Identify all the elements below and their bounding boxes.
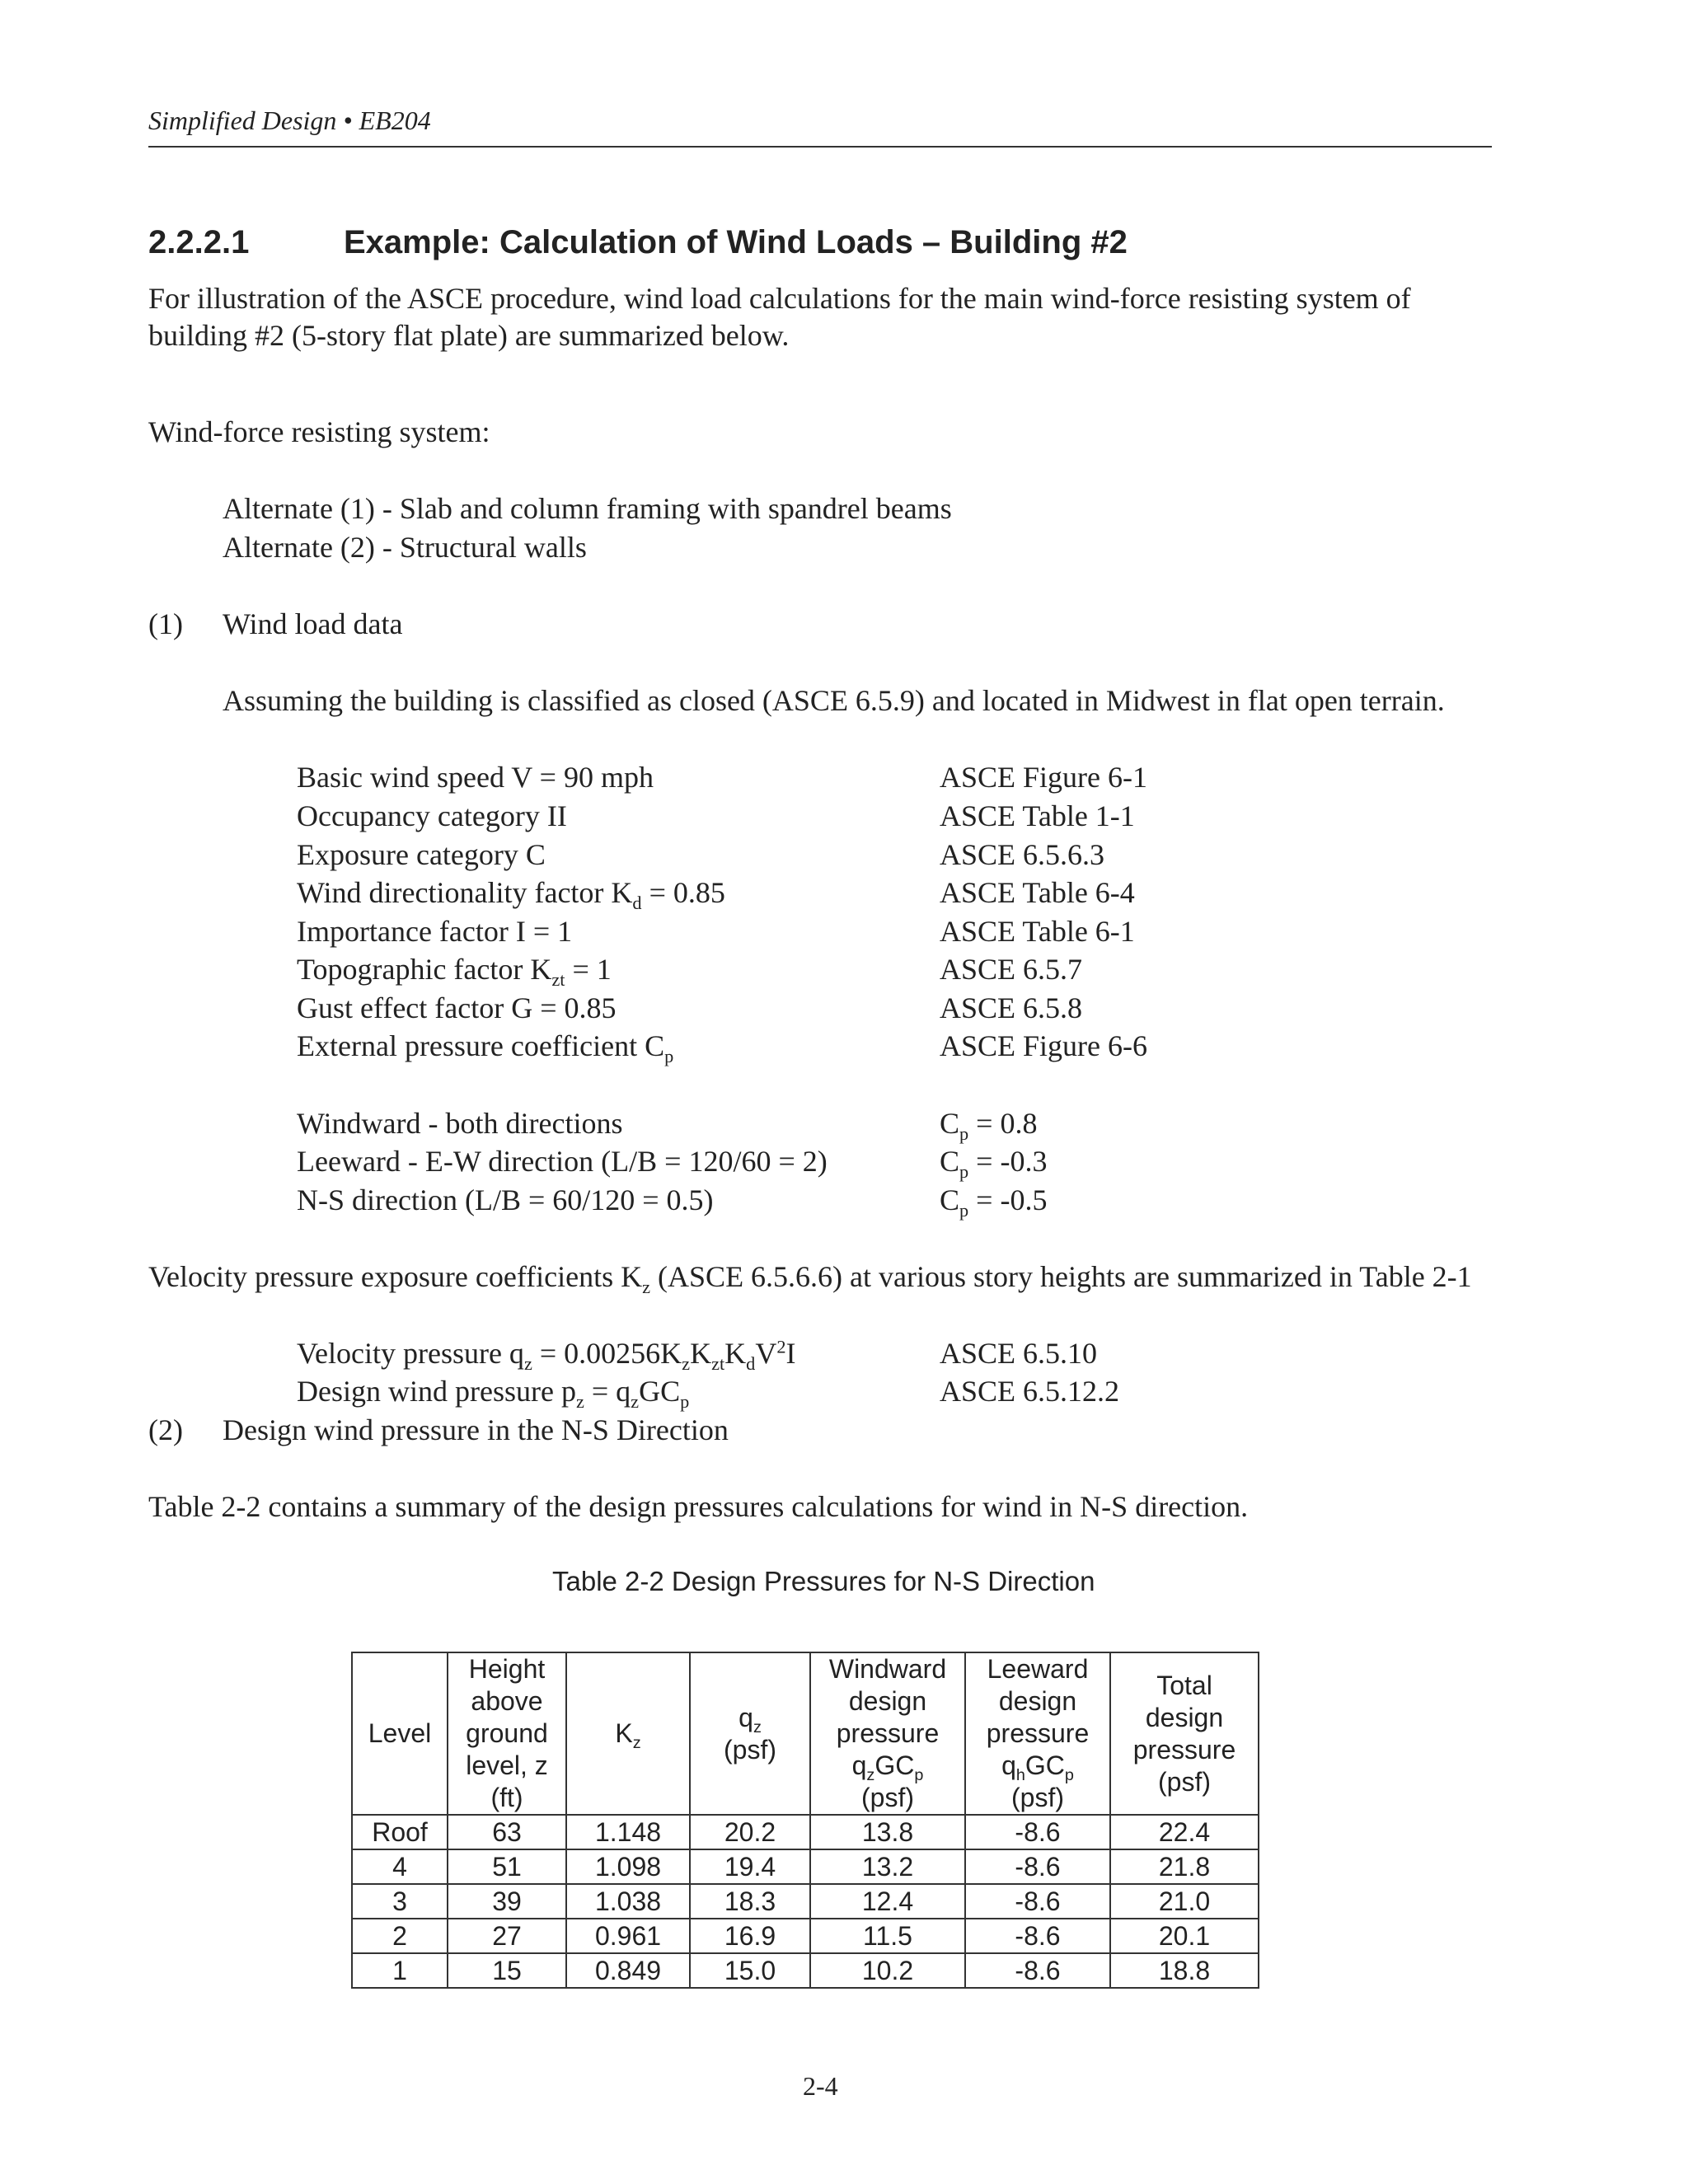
param-wind-speed-ref: ASCE Figure 6-1 (940, 761, 1147, 794)
param-occupancy-ref: ASCE Table 1-1 (940, 799, 1135, 832)
cell-leeward: -8.6 (965, 1953, 1110, 1988)
header-level: Level (352, 1652, 448, 1815)
coef-leeward-ew-label: Leeward - E-W direction (L/B = 120/60 = 2) (297, 1145, 828, 1178)
header-qz: $q_z$ (psf) (690, 1652, 810, 1815)
step2-number: (2) (148, 1413, 183, 1446)
cell-level: 4 (352, 1849, 448, 1884)
velocity-pressure-formula: Velocity pressure $q_z = 0.00256K_zK_{zt}K_dV^2I$ (297, 1336, 796, 1374)
header-kz: $K_z$ (566, 1652, 690, 1815)
table-intro: Table 2-2 contains a summary of the design pressures calculations for wind in N-S direction. (148, 1490, 1249, 1523)
param-topographic-ref: ASCE 6.5.7 (940, 953, 1083, 986)
cell-windward: 10.2 (810, 1953, 965, 1988)
alternate-1: Alternate (1) - Slab and column framing with spandrel beams (223, 492, 952, 525)
design-pressure-ref: ASCE 6.5.12.2 (940, 1375, 1120, 1408)
cell-qz: 15.0 (690, 1953, 810, 1988)
cell-total: 18.8 (1110, 1953, 1259, 1988)
table-row-level-2 (352, 1919, 1259, 1953)
coef-windward-label: Windward - both directions (297, 1107, 623, 1140)
section-number: 2.2.2.1 (148, 224, 250, 260)
cell-leeward: -8.6 (965, 1919, 1110, 1953)
header-leeward: Leeward design pressure $q_hGC_p$ (psf) (965, 1652, 1110, 1815)
table-row-level-3 (352, 1884, 1259, 1919)
param-gust-ref: ASCE 6.5.8 (940, 991, 1083, 1024)
cell-leeward: -8.6 (965, 1884, 1110, 1919)
header-height: Height above ground level, z (ft) (448, 1652, 566, 1815)
cell-windward: 11.5 (810, 1919, 965, 1953)
coef-ns-value: $C_p = -0.5$ (940, 1183, 1048, 1221)
param-occupancy: Occupancy category II (297, 799, 567, 832)
cell-height: 51 (448, 1849, 566, 1884)
param-external-pressure-ref: ASCE Figure 6-6 (940, 1029, 1147, 1062)
table-row-level-1 (352, 1953, 1259, 1988)
step1-title: Wind load data (223, 607, 403, 640)
cell-kz: 1.148 (566, 1815, 690, 1849)
table-header-row (352, 1652, 1259, 1815)
param-directionality: Wind directionality factor $K_d = 0.85$ (297, 876, 725, 913)
cell-height: 39 (448, 1884, 566, 1919)
param-directionality-ref: ASCE Table 6-4 (940, 876, 1135, 909)
cell-windward: 12.4 (810, 1884, 965, 1919)
step1-number: (1) (148, 607, 183, 640)
cell-total: 20.1 (1110, 1919, 1259, 1953)
alternate-2: Alternate (2) - Structural walls (223, 531, 587, 564)
cell-height: 27 (448, 1919, 566, 1953)
design-pressures-table (351, 1652, 1259, 1989)
cell-level: 3 (352, 1884, 448, 1919)
cell-leeward: -8.6 (965, 1815, 1110, 1849)
header-total: Total design pressure (psf) (1110, 1652, 1259, 1815)
cell-kz: 1.098 (566, 1849, 690, 1884)
system-label: Wind-force resisting system: (148, 415, 490, 448)
cell-windward: 13.8 (810, 1815, 965, 1849)
coef-ns-label: N-S direction (L/B = 60/120 = 0.5) (297, 1183, 714, 1216)
design-pressure-formula: Design wind pressure $p_z = q_zGC_p$ (297, 1375, 690, 1412)
param-importance: Importance factor I = 1 (297, 915, 573, 948)
param-exposure-ref: ASCE 6.5.6.3 (940, 838, 1105, 871)
cell-qz: 18.3 (690, 1884, 810, 1919)
kz-note: Velocity pressure exposure coefficients $K_z$ (ASCE 6.5.6.6) at various story heights are summarized in Table 2-1 (148, 1260, 1472, 1297)
cell-total: 21.8 (1110, 1849, 1259, 1884)
param-exposure: Exposure category C (297, 838, 546, 871)
header-windward: Windward design pressure $q_zGC_p$ (psf) (810, 1652, 965, 1815)
intro-line-2: building #2 (5-story flat plate) are summarized below. (148, 319, 790, 352)
coef-windward-value: $C_p = 0.8$ (940, 1107, 1038, 1144)
param-importance-ref: ASCE Table 6-1 (940, 915, 1135, 948)
cell-kz: 0.849 (566, 1953, 690, 1988)
param-topographic: Topographic factor $K_{zt} = 1$ (297, 953, 612, 990)
cell-kz: 0.961 (566, 1919, 690, 1953)
cell-qz: 20.2 (690, 1815, 810, 1849)
cell-qz: 16.9 (690, 1919, 810, 1953)
param-wind-speed: Basic wind speed V = 90 mph (297, 761, 654, 794)
cell-level: 1 (352, 1953, 448, 1988)
table-caption: Table 2-2 Design Pressures for N-S Direction (552, 1566, 1095, 1596)
cell-total: 22.4 (1110, 1815, 1259, 1849)
cell-windward: 13.2 (810, 1849, 965, 1884)
cell-kz: 1.038 (566, 1884, 690, 1919)
param-gust: Gust effect factor G = 0.85 (297, 991, 617, 1024)
step2-title: Design wind pressure in the N-S Direction (223, 1413, 729, 1446)
velocity-pressure-ref: ASCE 6.5.10 (940, 1337, 1098, 1370)
cell-leeward: -8.6 (965, 1849, 1110, 1884)
page-number: 2-4 (803, 2071, 838, 2101)
cell-qz: 19.4 (690, 1849, 810, 1884)
coef-leeward-ew-value: $C_p = -0.3$ (940, 1145, 1048, 1182)
step1-assumption: Assuming the building is classified as closed (ASCE 6.5.9) and located in Midwest in flat open terrain. (223, 684, 1445, 717)
header-rule (148, 146, 1492, 148)
cell-total: 21.0 (1110, 1884, 1259, 1919)
running-header: Simplified Design • EB204 (148, 105, 431, 135)
cell-height: 63 (448, 1815, 566, 1849)
table-row-level-4 (352, 1849, 1259, 1884)
cell-level: Roof (352, 1815, 448, 1849)
cell-height: 15 (448, 1953, 566, 1988)
section-title: Example: Calculation of Wind Loads – Building #2 (344, 224, 1128, 260)
cell-level: 2 (352, 1919, 448, 1953)
param-external-pressure: External pressure coefficient $C_p$ (297, 1029, 674, 1066)
intro-line-1: For illustration of the ASCE procedure, wind load calculations for the main wind-force resisting system of (148, 282, 1411, 315)
table-row-roof (352, 1815, 1259, 1849)
